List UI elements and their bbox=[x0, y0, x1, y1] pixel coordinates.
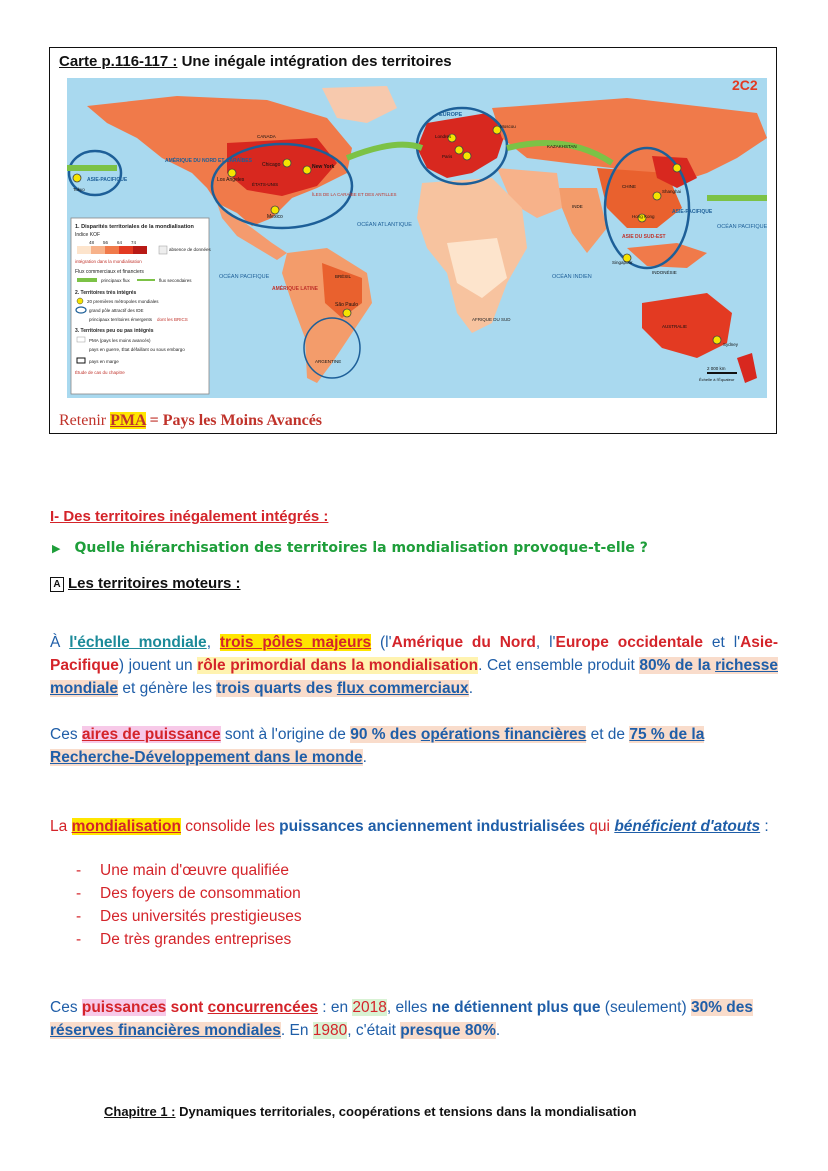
map-label-ocean-atlantique: OCÉAN ATLANTIQUE bbox=[357, 222, 412, 228]
guiding-question bbox=[52, 540, 648, 556]
retenir-prefix: Retenir bbox=[59, 412, 111, 429]
subsection-heading bbox=[50, 575, 241, 592]
map-label-paris: Paris bbox=[442, 154, 453, 159]
legend-flux-secondary: flux secondaires bbox=[159, 278, 192, 283]
paragraph-poles: À l'échelle mondiale, trois pôles majeurs (l'Amérique du Nord, l'Europe occidentale et l'Asie-Pacifique) jouent un rôle primordial dans la mondialisation. Cet ensemble produit 80% de la richesse mondiale et génère les trois quarts des flux commerciaux. bbox=[50, 634, 779, 697]
retenir-note bbox=[59, 412, 322, 430]
legend-flux-title: Flux commerciaux et financiers bbox=[75, 269, 144, 275]
map-label-afrique-sud: AFRIQUE DU SUD bbox=[472, 317, 511, 322]
legend-etude: Étude de cas du chapitre bbox=[75, 370, 125, 375]
paragraph-mondialisation: La mondialisation consolide les puissances anciennement industrialisées qui bénéficient d'atouts : bbox=[50, 818, 769, 835]
legend-emergents: principaux territoires émergents bbox=[89, 317, 153, 322]
map-label-europe: EUROPE bbox=[439, 112, 463, 118]
chapter-footer bbox=[104, 1104, 636, 1119]
map-title-text: Une inégale intégration des territoires bbox=[177, 53, 452, 70]
map-label-russie: KAZAKHSTAN bbox=[547, 144, 577, 149]
legend-nodata: absence de données bbox=[169, 247, 211, 252]
map-label-iles-caraibe: ÎLES DE LA CARAÏBE ET DES ANTILLES bbox=[312, 192, 397, 197]
list-item: - De très grandes entreprises bbox=[76, 928, 302, 951]
legend-scale-4: 74 bbox=[131, 240, 137, 245]
map-label-asie-sud-est: ASIE DU SUD-EST bbox=[622, 234, 666, 240]
map-badge: 2C2 bbox=[732, 78, 758, 93]
legend-brics: dont les BRICS bbox=[157, 317, 188, 322]
map-scale-note: Échelle à l'Équateur bbox=[699, 377, 735, 382]
map-label-sao-paulo: São Paulo bbox=[335, 302, 359, 308]
map-label-canada: CANADA bbox=[257, 134, 276, 139]
map-label-chicago: Chicago bbox=[262, 162, 281, 168]
legend-pole: grand pôle attractif des IDE bbox=[89, 308, 144, 313]
map-label-argentine: ARGENTINE bbox=[315, 359, 342, 364]
guiding-question-text: Quelle hiérarchisation des territoires la mondialisation provoque-t-elle ? bbox=[74, 540, 648, 556]
legend-scale-3: 64 bbox=[117, 240, 123, 245]
list-item: - Des universités prestigieuses bbox=[76, 905, 302, 928]
legend-flux-main: principaux flux bbox=[101, 278, 130, 283]
world-map-image bbox=[67, 78, 767, 398]
map-label-inde: INDE bbox=[572, 204, 583, 209]
legend-metropoles: 20 premières métropoles mondiales bbox=[87, 299, 159, 304]
paragraph-concurrence: Ces puissances sont concurrencées : en 2018, elles ne détiennent plus que (seulement) 30% des réserves financières mondiales. En 1980, c'était presque 80%. bbox=[50, 999, 753, 1039]
map-label-mexico: Mexico bbox=[267, 214, 283, 220]
map-label-ocean-indien: OCÉAN INDIEN bbox=[552, 274, 592, 280]
atouts-list bbox=[76, 859, 302, 951]
map-label-hong-kong: Hong Kong bbox=[632, 214, 655, 219]
map-scale-bar: 2 000 km bbox=[707, 366, 726, 371]
map-label-indonesie: INDONÉSIE bbox=[652, 270, 677, 275]
chapter-footer-title: Dynamiques territoriales, coopérations et tensions dans la mondialisation bbox=[175, 1104, 637, 1119]
chapter-footer-label: Chapitre 1 : bbox=[104, 1104, 176, 1119]
map-label-asie-pacifique-right: ASIE-PACIFIQUE bbox=[672, 209, 713, 215]
retenir-pma: PMA bbox=[110, 412, 146, 429]
legend-index: Indice KOF bbox=[75, 232, 101, 238]
map-label-ocean-pacifique-right: OCÉAN PACIFIQUE bbox=[717, 224, 767, 230]
map-label-chine: CHINE bbox=[622, 184, 637, 189]
legend-section-2: 2. Territoires très intégrés bbox=[75, 290, 137, 296]
list-item: - Des foyers de consommation bbox=[76, 882, 302, 905]
legend-guerre: pays en guerre, État défaillant ou sous embargo bbox=[89, 347, 185, 352]
map-label-shanghai: Shanghai bbox=[662, 189, 682, 194]
map-label-australie: AUSTRALIE bbox=[662, 324, 688, 329]
section-heading: I- Des territoires inégalement intégrés : bbox=[50, 508, 329, 525]
map-label-moscou: Moscou bbox=[500, 124, 516, 129]
map-label-ocean-pacifique-left: OCÉAN PACIFIQUE bbox=[219, 274, 270, 280]
legend-scale-2: 56 bbox=[103, 240, 109, 245]
paragraph-aires-puissance: Ces aires de puissance sont à l'origine de 90 % des opérations financières et de 75 % de la Recherche-Développement dans le monde. bbox=[50, 726, 705, 766]
map-title bbox=[59, 53, 452, 70]
map-card bbox=[49, 47, 777, 434]
triangle-bullet-icon: ▶ bbox=[52, 542, 61, 555]
map-label-etats-unis: ÉTATS-UNIS bbox=[252, 182, 279, 187]
map-label-singapour: Singapour bbox=[612, 260, 633, 265]
list-item: - Une main d'œuvre qualifiée bbox=[76, 859, 302, 882]
map-title-label: Carte p.116-117 : bbox=[59, 53, 178, 70]
legend-integration: intégration dans la mondialisation bbox=[75, 259, 142, 264]
legend-marge: pays en marge bbox=[89, 359, 119, 364]
map-label-sydney: Sydney bbox=[723, 342, 739, 347]
map-label-londres: Londres bbox=[435, 134, 452, 139]
map-label-bresil: BRÉSIL bbox=[335, 274, 352, 279]
subsection-title: Les territoires moteurs : bbox=[68, 575, 241, 592]
map-label-tokyo: Tokyo bbox=[73, 187, 85, 192]
map-label-amerique-latine: AMÉRIQUE LATINE bbox=[272, 286, 319, 292]
legend-section-3: 3. Territoires peu ou pas intégrés bbox=[75, 328, 154, 334]
map-label-new-york: New York bbox=[312, 164, 335, 170]
map-label-los-angeles: Los Angeles bbox=[217, 177, 245, 183]
legend-scale-1: 48 bbox=[89, 240, 95, 245]
subsection-letter-box: A bbox=[50, 577, 64, 592]
map-label-amerique-nord: AMÉRIQUE DU NORD ET CARAÏBES bbox=[165, 158, 252, 164]
retenir-definition: = Pays les Moins Avancés bbox=[145, 412, 323, 429]
legend-pma: PMA (pays les moins avancés) bbox=[89, 338, 151, 343]
map-label-asie-pacifique-left: ASIE-PACIFIQUE bbox=[87, 177, 128, 183]
legend-title: 1. Disparités territoriales de la mondialisation bbox=[75, 224, 194, 230]
